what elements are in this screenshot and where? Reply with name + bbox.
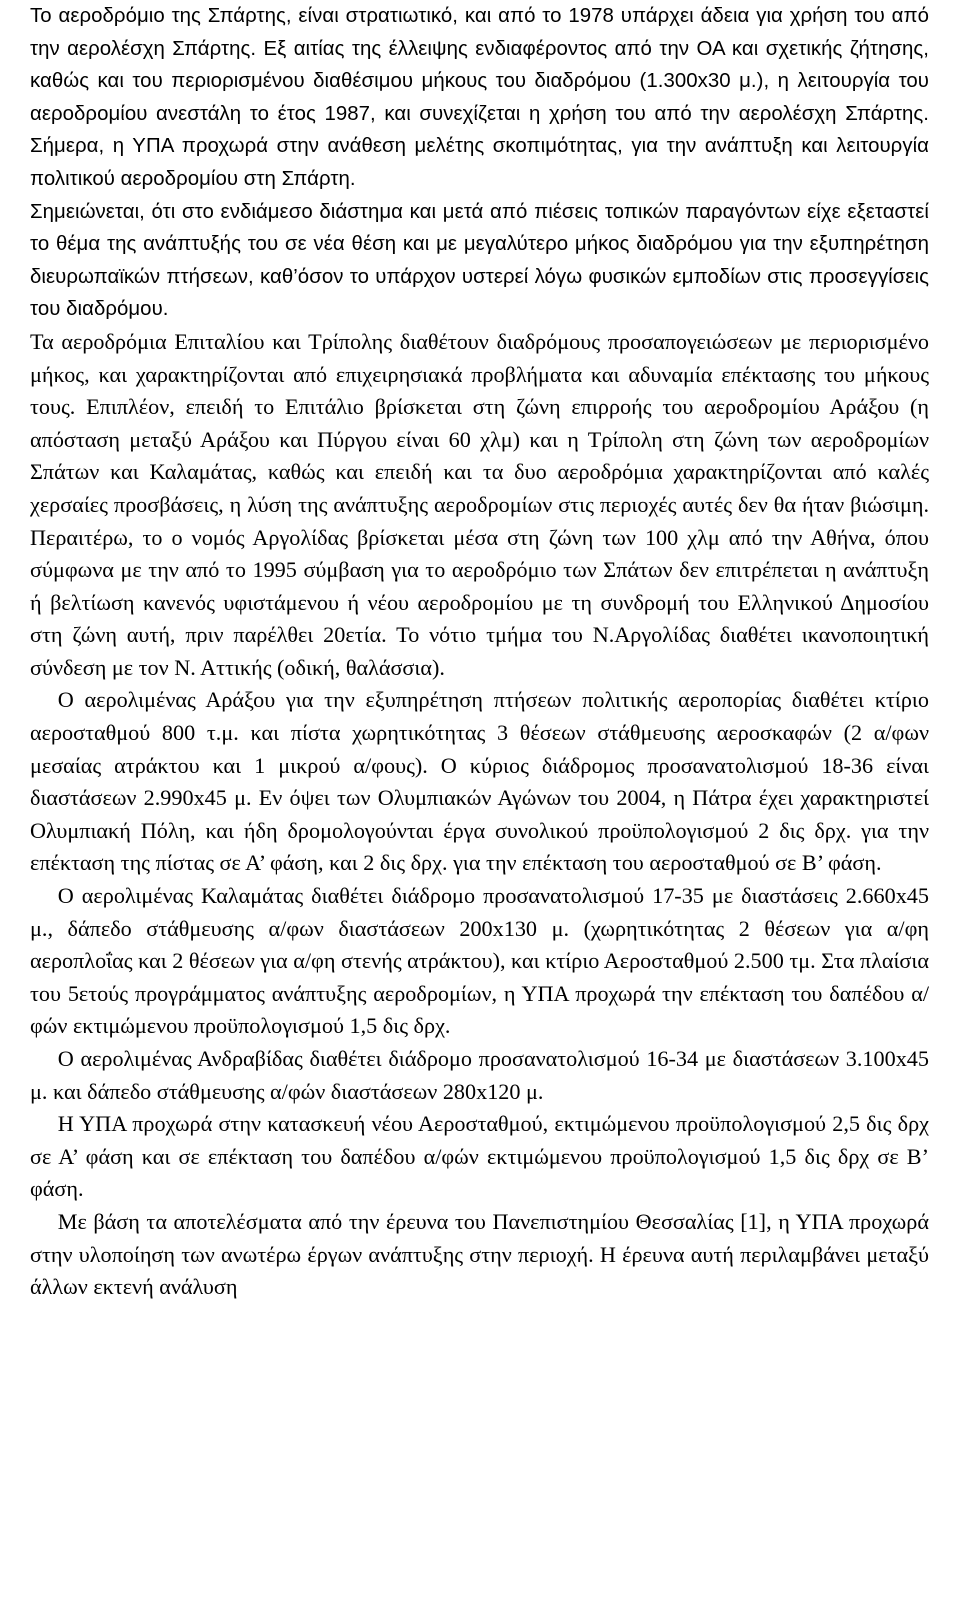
paragraph-new-site-note: Σημειώνεται, ότι στο ενδιάμεσο διάστημα και μετά από πιέσεις τοπικών παραγόντων είχε εξεταστεί το θέμα της ανάπτυξής του σε νέα θέση και με μεγαλύτερο μήκος διαδρόμου για την εξυπηρέτηση διευρωπαϊκών πτήσεων, καθ’όσον το υπάρχον υστερεί λόγω φυσικών εμποδίων στις προσεγγίσεις του διαδρόμου. <box>30 200 929 321</box>
document-body <box>30 0 929 1304</box>
paragraph-epitalio-tripoli: Τα αεροδρόμια Επιταλίου και Τρίπολης διαθέτουν διαδρόμους προσαπογειώσεων με περιορισμένο μήκος, και χαρακτηρίζονται από επιχειρησιακά προβλήματα και αδυναμία επέκτασης του μήκους τους. Επιπλέον, επειδή το Επιτάλιο βρίσκεται στη ζώνη επιρροής του αεροδρομίου Αράξου (η απόσταση μεταξύ Αράξου και Πύργου είναι 60 χλμ) και η Τρίπολη στη ζώνη των αεροδρομίων Σπάτων και Καλαμάτας, καθώς και επειδή και τα δυο αεροδρόμια χαρακτηρίζονται από καλές χερσαίες προσβάσεις, η λύση της ανάπτυξης αεροδρομίων στις περιοχές αυτές δεν θα ήταν βιώσιμη. Περαιτέρω, το ο νομός Αργολίδας βρίσκεται μέσα στη ζώνη των 100 χλμ από την Αθήνα, όπου σύμφωνα με την από το 1995 σύμβαση για το αεροδρόμιο των Σπάτων δεν επιτρέπεται η ανάπτυξη ή βελτίωση κανενός υφιστάμενου ή νέου αεροδρομίου με τη συνδρομή του Ελληνικού Δημοσίου στη ζώνη αυτή, πριν παρέλθει 20ετία. Το νότιο τμήμα του Ν.Αργολίδας διαθέτει ικανοποιητική σύνδεση με τον Ν. Αττικής (οδική, θαλάσσια). <box>30 328 929 680</box>
paragraph-ypa-terminal: Η ΥΠΑ προχωρά στην κατασκευή νέου Αεροσταθμού, εκτιμώμενου προϋπολογισμού 2,5 δις δρχ σε Α’ φάση και σε επέκταση του δαπέδου α/φών εκτιμώμενου προϋπολογισμού 1,5 δις δρχ σε Β’ φάση. <box>30 1111 929 1202</box>
paragraph-kalamata-airport: Ο αερολιμένας Καλαμάτας διαθέτει διάδρομο προσανατολισμού 17-35 με διαστάσεις 2.660x45 μ., δάπεδο στάθμευσης α/φων διαστάσεων 200x130 μ. (χωρητικότητας 2 θέσεων για α/φη αεροπλοΐας και 2 θέσεων για α/φη στενής ατράκτου), και κτίριο Αεροσταθμού 2.500 τμ. Στα πλαίσια του 5ετούς προγράμματος ανάπτυξης αεροδρομίων, η ΥΠΑ προχωρά την επέκταση του δαπέδου α/φών εκτιμώμενου προϋπολογισμού 1,5 δις δρχ. <box>30 883 929 1039</box>
paragraph-sparta-airport: Το αεροδρόμιο της Σπάρτης, είναι στρατιωτικό, και από το 1978 υπάρχει άδεια για χρήση του από την αερολέσχη Σπάρτης. Εξ αιτίας της έλλειψης ενδιαφέροντος από την ΟΑ και σχετικής ζήτησης, καθώς και του περιορισμένου διαθέσιμου μήκους του διαδρόμου (1.300x30 μ.), η λειτουργία του αεροδρομίου ανεστάλη το έτος 1987, και συνεχίζεται η χρήση του από την αερολέσχη Σπάρτης. Σήμερα, η ΥΠΑ προχωρά στην ανάθεση μελέτης σκοπιμότητας, για την ανάπτυξη και λειτουργία πολιτικού αεροδρομίου στη Σπάρτη. <box>30 5 929 190</box>
paragraph-andravida-airport: Ο αερολιμένας Ανδραβίδας διαθέτει διάδρομο προσανατολισμού 16-34 με διαστάσεων 3.100x45 μ. και δάπεδο στάθμευσης α/φών διαστάσεων 280x120 μ. <box>30 1046 929 1104</box>
paragraph-araxos-airport: Ο αερολιμένας Αράξου για την εξυπηρέτηση πτήσεων πολιτικής αεροπορίας διαθέτει κτίριο αεροσταθμού 800 τ.μ. και πίστα χωρητικότητας 3 θέσεων στάθμευσης αεροσκαφών (2 α/φων μεσαίας ατράκτου και 1 μικρού α/φους). Ο κύριος διάδρομος προσανατολισμού 18-36 είναι διαστάσεων 2.990x45 μ. Εν όψει των Ολυμπιακών Αγώνων του 2004, η Πάτρα έχει χαρακτηριστεί Ολυμπιακή Πόλη, και ήδη δρομολογούνται έργα συνολικού προϋπολογισμού 2 δις δρχ. για την επέκταση της πίστας σε Α’ φάση, και 2 δις δρχ. για την επέκταση του αεροσταθμού σε Β’ φάση. <box>30 687 929 876</box>
paragraph-thessaly-research: Με βάση τα αποτελέσματα από την έρευνα του Πανεπιστημίου Θεσσαλίας [1], η ΥΠΑ προχωρά στην υλοποίηση των ανωτέρω έργων ανάπτυξης στην περιοχή. Η έρευνα αυτή περιλαμβάνει μεταξύ άλλων εκτενή ανάλυση <box>30 1208 929 1300</box>
